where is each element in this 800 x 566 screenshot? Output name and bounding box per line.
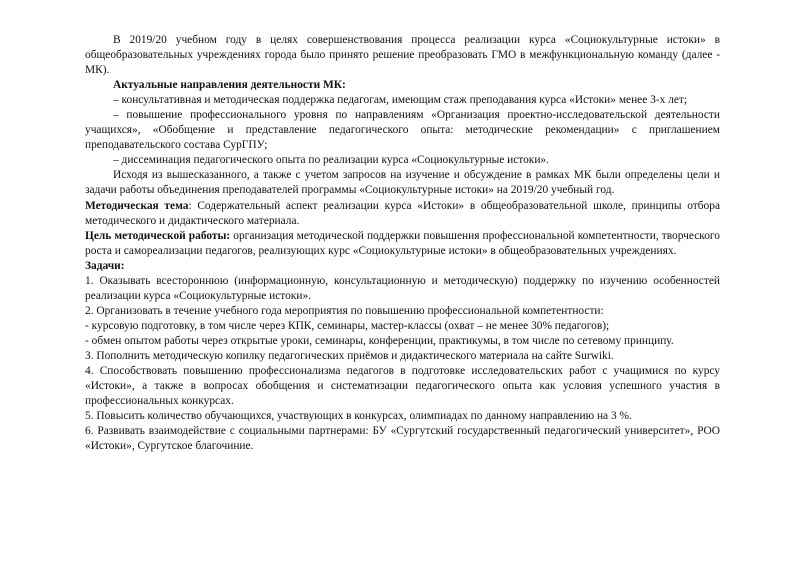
heading-tasks-text: Задачи: [85, 259, 125, 272]
methodical-goal-paragraph [85, 229, 720, 259]
task-item-2: 2. Организовать в течение учебного года мероприятия по повышению профессиональной компетентности: [85, 304, 604, 317]
methodical-theme-label: Методическая тема [85, 199, 189, 212]
task-item-2-sub-1: - курсовую подготовку, в том числе через КПК, семинары, мастер-классы (охват – не менее 30% педагогов); [85, 319, 610, 332]
task-item-3: 3. Пополнить методическую копилку педагогических приёмов и дидактического материала на сайте Surwiki. [85, 349, 614, 362]
document-body [85, 33, 720, 454]
task-item-5: 5. Повысить количество обучающихся, участвующих в конкурсах, олимпиадах по данному направлению на 3 %. [85, 410, 632, 423]
task-item-1: 1. Оказывать всестороннюю (информационную, консультационную и методическую) поддержку по изучению особенностей реализации курса «Социокультурные истоки». [85, 274, 720, 302]
paragraph-intro: В 2019/20 учебном году в целях совершенствования процесса реализации курса «Социокультурные истоки» в общеобразовательных учреждениях города было принято решение преобразовать ГМО в межфункциональную команду (далее - МК). [85, 34, 720, 77]
dash-item-2: – повышение профессионального уровня по направлениям «Организация проектно-исследовательской деятельности учащихся», «Обобщение и представление педагогического опыта: методические рекомендации» с приглашением преподавательского состава СурГПУ; [85, 109, 720, 152]
task-item-4: 4. Способствовать повышению профессионализма педагогов в подготовке исследовательских работ с учащимися по курсу «Истоки», а также в вопросах обобщения и систематизации педагогического опыта как условия успешного участия в профессиональных конкурсах. [85, 365, 720, 408]
methodical-goal-value: организация методической поддержки повышения профессиональной компетентности, творческого роста и самореализации педагогов, реализующих курс «Социокультурные истоки» в общеобразовательных учреждениях. [85, 229, 720, 257]
task-item-2-sub-2: - обмен опытом работы через открытые уроки, семинары, конференции, практикумы, в том числе по сетевому принципу. [85, 334, 674, 347]
paragraph-conclusion: Исходя из вышесказанного, а также с учетом запросов на изучение и обсуждение в рамках МК были определены цели и задачи работы объединения преподавателей программы «Социокультурные истоки» на 2019/20 учебный год. [85, 169, 720, 197]
methodical-theme-paragraph [85, 199, 720, 229]
task-item-6: 6. Развивать взаимодействие с социальными партнерами: БУ «Сургутский государственный педагогический университет», РОО «Истоки», Сургутское благочиние. [85, 425, 720, 453]
methodical-theme-value: : Содержательный аспект реализации курса «Истоки» в общеобразовательной школе, принципы отбора методического и дидактического материала. [85, 199, 721, 227]
heading-tasks [85, 259, 720, 274]
heading-actual-directions [85, 78, 720, 93]
methodical-goal-label: Цель методической работы: [85, 229, 231, 242]
dash-item-1: – консультативная и методическая поддержка педагогам, имеющим стаж преподавания курса «Истоки» менее 3-х лет; [113, 94, 688, 107]
heading-actual-directions-text: Актуальные направления деятельности МК: [113, 79, 346, 92]
dash-item-3: – диссеминация педагогического опыта по реализации курса «Социокультурные истоки». [113, 154, 549, 167]
